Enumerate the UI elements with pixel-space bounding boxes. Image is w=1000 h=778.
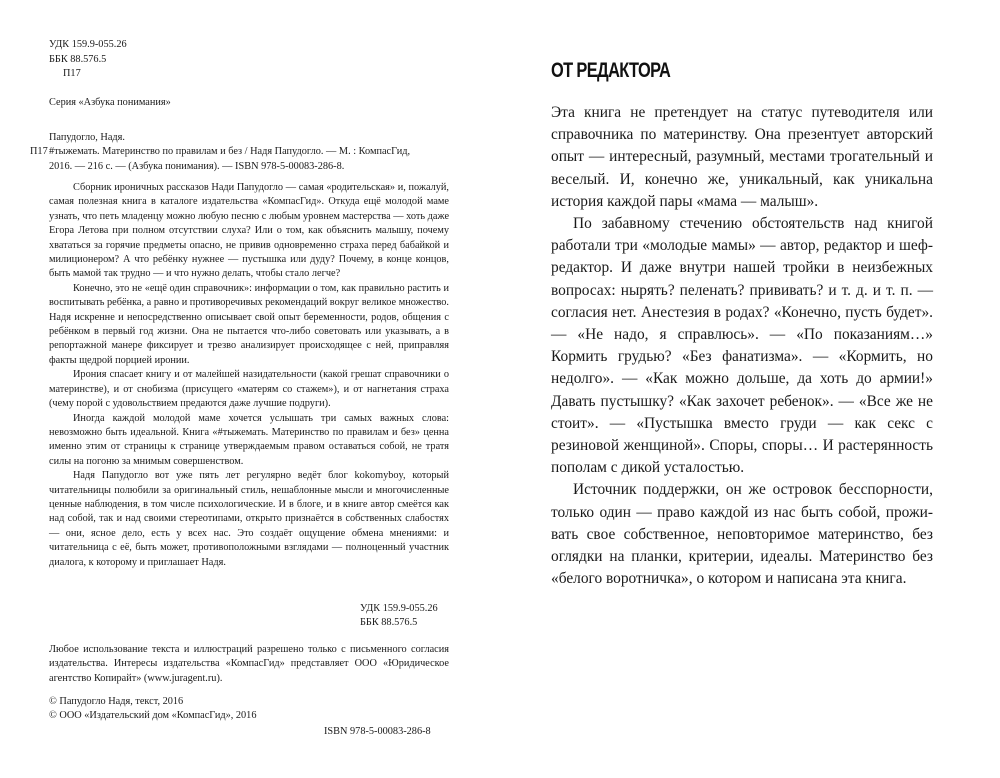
annotation <box>49 181 449 570</box>
record-author: Папудогло, Надя. <box>49 132 125 143</box>
bbk-code: ББК 88.576.5 <box>49 53 107 65</box>
editor-text <box>551 102 933 590</box>
copyright-block <box>49 695 449 724</box>
editor-paragraph: По забавному стечению обстоятельств над книгой работали три «молодые мамы» — автор, редактор и шеф-редактор. И даже внутри нашей тройки в неизбежных вопросах: нырять? пеленать? прививать? и т. д. и т. п. — согласия нет. Анестезия в родах? «Конечно, пусть будет». — «Не надо, я справлюсь». — «По показаниям…» Кормить грудью? «Без фанатизма». — «Кормить, но недолго». — «Как можно дольше, да хоть до армии!» Давать пустышку? «Как захочет ребенок». — «Все же не стоит». — «Пустышка вместо груди — как секс с резиновой женщиной». Споры, споры… И растерянность пополам с дикой усталостью. <box>551 215 933 477</box>
isbn-line: ISBN 978-5-00083-286-8 <box>324 726 431 737</box>
copyright-text: © Папудогло Надя, текст, 2016 <box>49 696 184 707</box>
editor-paragraph: Источник поддержки, он же островок бесспорности, только один — право каждой из нас быть собой, проживать свое собственное, неповторимое материнство, без оглядки на планки, критерии, идеалы. Материнство без «белого воротничка», о котором и написана эта книга. <box>551 481 933 588</box>
bibliographic-record <box>30 131 447 174</box>
author-mark: П17 <box>63 68 81 80</box>
rights-notice: Любое использование текста и иллюстраций разрешено только с письменного согласия издательства. Интересы издательства «КомпасГид» представляет ООО «Юридическое агентство Копирайт» (www.juragent.ru). <box>49 644 449 684</box>
annotation-paragraph: Ирония спасает книгу и от малейшей назидательности (какой грешат справочники о материнстве), и от снобизма (присущего «матерям со стажем»), и от нагнетания страха (чему порой с удовольствием предаются даже лучшие подруги). <box>49 369 449 410</box>
classification-codes <box>49 38 127 82</box>
series-line: Серия «Азбука понимания» <box>49 97 171 108</box>
udk-code-bottom: УДК 159.9-055.26 <box>360 603 438 614</box>
copyright-publisher: © ООО «Издательский дом «КомпасГид», 2016 <box>49 710 257 722</box>
classification-codes-bottom <box>360 602 448 631</box>
annotation-paragraph: Сборник ироничных рассказов Нади Папудогло — самая «родительская» и, пожалуй, самая полезная книга в каталоге издательства «КомпасГид». Откуда ещё молодой маме узнать, что петь младенцу можно любую песню с любым уровнем мастерства — хоть даже Егора Летова при полном отсутствии слуха? Или о том, как объяснить малышу, почему хвататься за горячие предметы опасно, не привив одновременно страха перед бабайкой и милиционером? А что ребёнку нужнее — пустышка или дуду? Почему, в конце концов, быть мамой так трудно — и что нужно делать, чтобы стало легче? <box>49 182 450 280</box>
page-title: ОТ РЕДАКТОРА <box>551 59 671 82</box>
record-mark: П17 <box>30 146 48 158</box>
bbk-code-bottom: ББК 88.576.5 <box>360 617 418 629</box>
editor-paragraph: Эта книга не претендует на статус путеводителя или справочника по материнству. Она презентует авторский опыт — интересный, разумный, местами трогательный и веселый. И, конечно же, уникальный, как уникальна история каждой пары «мама — малыш». <box>551 104 933 210</box>
annotation-paragraph: Иногда каждой молодой маме хочется услышать три самых важных слова: невозможно быть идеальной. Книга «#тыжемать. Материнство по правилам и без» ценна именно этим от страницы к странице утверждаемым правом оставаться собой, не тратя силы на погоню за мнимым совершенством. <box>49 412 449 467</box>
record-line-2: 2016. — 216 с. — (Азбука понимания). — ISBN 978-5-00083-286-8. <box>49 160 345 172</box>
annotation-paragraph: Конечно, это не «ещё один справочник»: информации о том, как правильно растить и воспитывать ребёнка, а равно и противоречивых рекомендаций вокруг великое множество. Надя искренне и непосредственно описывает свой опыт беременности, родов, общения с ребёнком в первый год жизни. Она не пытается что-либо советовать или указывать, а в репортажной манере фиксирует и трезво анализирует происходящее с ней, приправляя факты щедрой порцией иронии. <box>49 282 449 366</box>
annotation-paragraph: Надя Папудогло вот уже пять лет регулярно ведёт блог kokomyboy, который читательницы полюбили за оригинальный стиль, нешаблонные мысли и многочисленные ценные наблюдения, в том числе психологические. И в блоге, и в книге автор смеётся как над собой, так и над своими стереотипами, открыто признаётся в собственных слабостях — они, ясное дело, есть у всех нас. Это создаёт ощущение обмена мнениями: и читательница с её, быть может, противоположными взглядами — полноценный участник диалога, к которому и приглашает Надя. <box>49 470 449 568</box>
udk-code: УДК 159.9-055.26 <box>49 39 127 50</box>
record-line-1: #тыжемать. Материнство по правилам и без / Надя Папудогло. — М. : КомпасГид, <box>49 146 411 158</box>
right-page <box>500 0 1000 778</box>
